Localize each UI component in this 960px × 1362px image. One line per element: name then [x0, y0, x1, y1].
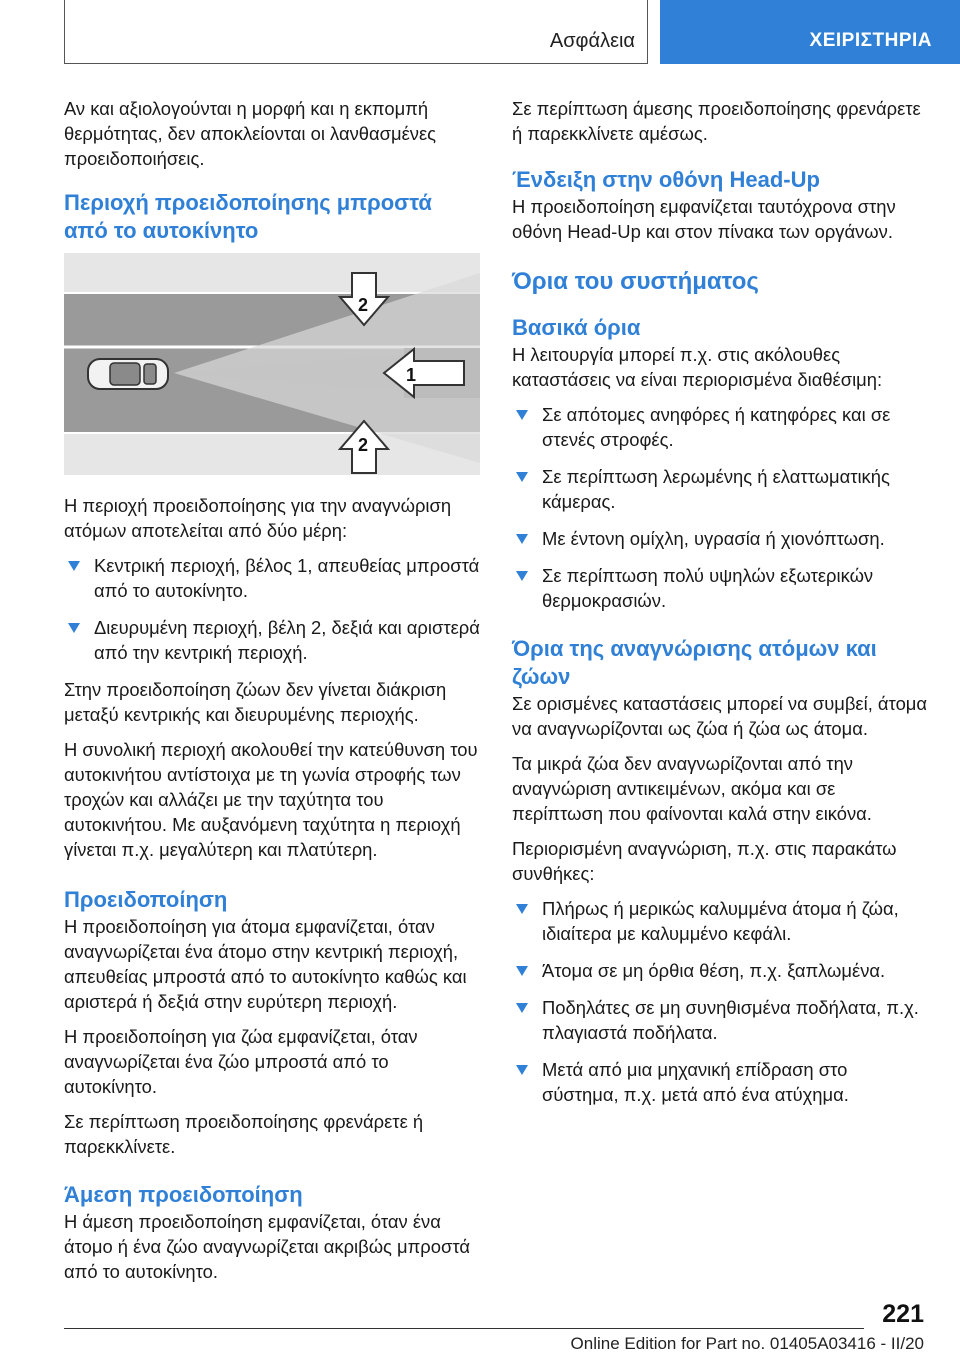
detection-paragraph-1: Σε ορισμένες καταστάσεις μπορεί να συμβεί, άτομα να αναγνωρίζονται ως ζώα ή ζώα ως άτομα. [512, 693, 928, 739]
arrow-2-top-label: 2 [358, 295, 369, 315]
bullet-triangle-icon [516, 904, 528, 914]
warning-paragraph-1: Η προειδοποίηση για άτομα εμφανίζεται, όταν αναγνωρίζεται ένα άτομο στην κεντρική περιοχή, απευθείας μπροστά από το αυτοκίνητο καθώς και αριστερά ή δεξιά στην ευρύτερη περιοχή. [64, 916, 467, 1012]
basic-limits-list [512, 402, 928, 613]
warning-area-figure [64, 253, 480, 475]
heading-direct-warning: Άμεση προειδοποίηση [64, 1182, 303, 1207]
animals-paragraph: Στην προειδοποίηση ζώων δεν γίνεται διάκριση μεταξύ κεντρικής και διευρυμένης περιοχής. [64, 679, 447, 725]
area-paragraph: Η περιοχή προειδοποίησης για την αναγνώριση ατόμων αποτελείται από δύο μέρη: [64, 495, 452, 541]
list-item: Κεντρική περιοχή, βέλος 1, απευθείας μπροστά από το αυτοκίνητο. [64, 553, 480, 603]
area-bullet-list [64, 553, 480, 665]
footer-divider [64, 1328, 864, 1329]
list-item: Πλήρως ή μερικώς καλυμμένα άτομα ή ζώα, ιδιαίτερα με καλυμμένο κεφάλι. [512, 896, 928, 946]
direct-warning-paragraph: Η άμεση προειδοποίηση εμφανίζεται, όταν ένα άτομο ή ένα ζώο αναγνωρίζεται ακριβώς μπροστά από το αυτοκίνητο. [64, 1211, 470, 1282]
detection-limits-list [512, 896, 928, 1107]
list-item: Άτομα σε μη όρθια θέση, π.χ. ξαπλωμένα. [512, 958, 928, 983]
bullet-triangle-icon [68, 623, 80, 633]
bullet-triangle-icon [516, 472, 528, 482]
heading-warning: Προειδοποίηση [64, 887, 228, 912]
detection-paragraph-3: Περιορισμένη αναγνώριση, π.χ. στις παρακάτω συνθήκες: [512, 838, 897, 884]
footer-edition: Online Edition for Part no. 01405A03416 - II/20 [570, 1334, 924, 1353]
bullet-triangle-icon [516, 1003, 528, 1013]
direct-warning-paragraph-2: Σε περίπτωση άμεσης προειδοποίησης φρενάρετε ή παρεκκλίνετε αμέσως. [512, 98, 921, 144]
list-item: Διευρυμένη περιοχή, βέλη 2, δεξιά και αριστερά από την κεντρική περιοχή. [64, 615, 480, 665]
head-up-paragraph: Η προειδοποίηση εμφανίζεται ταυτόχρονα στην οθόνη Head-Up και στον πίνακα των οργάνων. [512, 196, 896, 242]
heading-detection-limits: Όρια της αναγνώρισης ατόμων και ζώων [512, 636, 877, 689]
heading-warning-area: Περιοχή προειδοποίησης μπροστά από το αυτοκίνητο [64, 190, 432, 243]
warning-paragraph-3: Σε περίπτωση προειδοποίησης φρενάρετε ή παρεκκλίνετε. [64, 1111, 424, 1157]
detection-paragraph-2: Τα μικρά ζώα δεν αναγνωρίζονται από την αναγνώριση αντικειμένων, ακόμα και σε περίπτωση που φαίνονται καλά στην εικόνα. [512, 753, 872, 824]
bullet-triangle-icon [68, 561, 80, 571]
intro-paragraph: Αν και αξιολογούνται η μορφή και η εκπομπή θερμότητας, δεν αποκλείονται οι λανθασμένες προειδοποιήσεις. [64, 98, 437, 169]
right-column [512, 96, 928, 1119]
bullet-triangle-icon [516, 966, 528, 976]
bullet-triangle-icon [516, 410, 528, 420]
list-item: Ποδηλάτες σε μη συνηθισμένα ποδήλατα, π.χ. πλαγιαστά ποδήλατα. [512, 995, 928, 1045]
chapter-title: ΧΕΙΡΙΣΤΗΡΙΑ [809, 30, 932, 51]
header-chapter-box [660, 0, 960, 64]
header-section-box [64, 0, 648, 64]
bullet-triangle-icon [516, 571, 528, 581]
list-item: Μετά από μια μηχανική επίδραση στο σύστημα, π.χ. μετά από ένα ατύχημα. [512, 1057, 928, 1107]
list-item: Σε περίπτωση πολύ υψηλών εξωτερικών θερμοκρασιών. [512, 563, 928, 613]
arrow-1-label: 1 [406, 365, 417, 385]
left-column [64, 96, 480, 1294]
heading-head-up: Ένδειξη στην οθόνη Head-Up [512, 167, 820, 192]
bullet-triangle-icon [516, 534, 528, 544]
warning-paragraph-2: Η προειδοποίηση για ζώα εμφανίζεται, όταν αναγνωρίζεται ένα ζώο μπροστά από το αυτοκίνητο. [64, 1026, 418, 1097]
page-number: 221 [882, 1300, 924, 1328]
arrow-2-bottom-label: 2 [358, 435, 369, 455]
list-item: Σε απότομες ανηφόρες ή κατηφόρες και σε στενές στροφές. [512, 402, 928, 452]
basic-limits-paragraph: Η λειτουργία μπορεί π.χ. στις ακόλουθες καταστάσεις να είναι περιορισμένα διαθέσιμη: [512, 344, 883, 390]
car-icon [88, 359, 168, 389]
list-item: Σε περίπτωση λερωμένης ή ελαττωματικής κάμερας. [512, 464, 928, 514]
section-title: Ασφάλεια [549, 30, 635, 52]
list-item: Με έντονη ομίχλη, υγρασία ή χιονόπτωση. [512, 526, 928, 551]
heading-system-limits: Όρια του συστήματος [512, 268, 759, 295]
heading-basic-limits: Βασικά όρια [512, 315, 641, 340]
bullet-triangle-icon [516, 1065, 528, 1075]
total-area-paragraph: Η συνολική περιοχή ακολουθεί την κατεύθυνση του αυτοκινήτου αντίστοιχα με τη γωνία στροφής των τροχών και αλλάζει με την ταχύτητα του αυτοκινήτου. Με αυξανόμενη ταχύτητα η περιοχή γίνεται π.χ. μεγαλύτερη και πλατύτερη. [64, 739, 478, 860]
